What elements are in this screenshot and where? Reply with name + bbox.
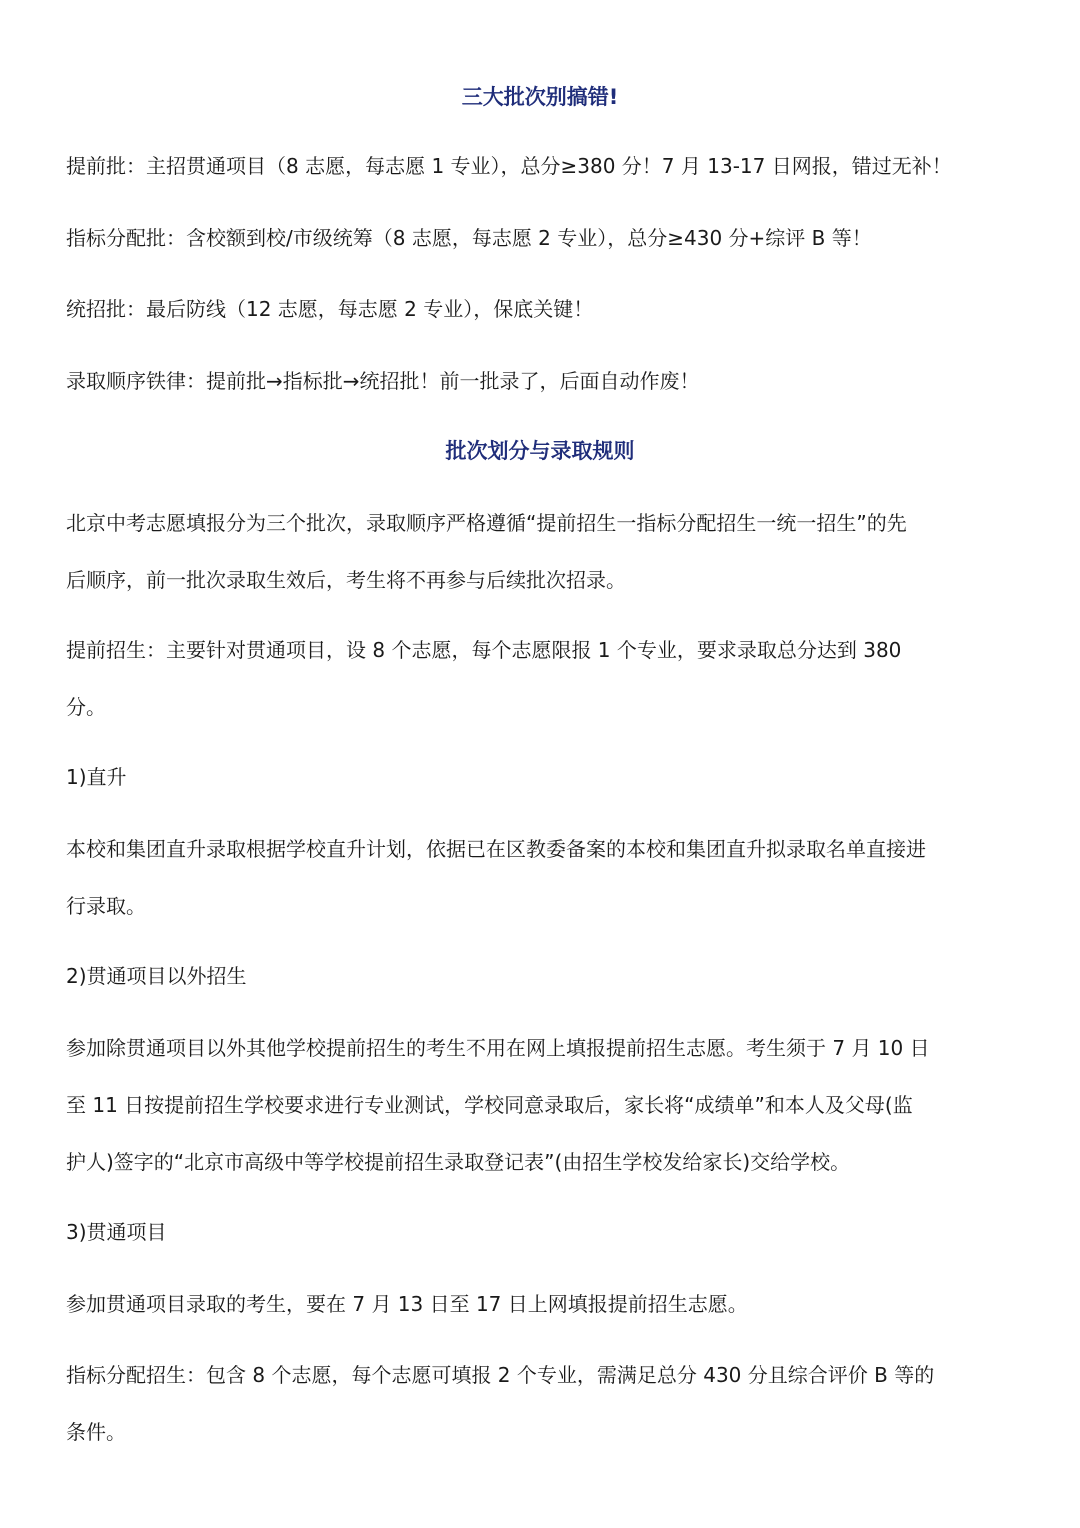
paragraph-early-batch: 提前批：主招贯通项目（8 志愿，每志愿 1 专业），总分≥380 分！7 月 13-17 日网报，错过无补！ [66, 154, 952, 178]
paragraph-intro-line-2: 后顺序，前一批次录取生效后，考生将不再参与后续批次招录。 [66, 568, 626, 592]
subheading-direct-promotion: 1)直升 [66, 765, 127, 789]
paragraph-intro-line-1: 北京中考志愿填报分为三个批次，录取顺序严格遵循“提前招生一指标分配招生一统一招生”的先 [66, 511, 907, 535]
paragraph-admission-order: 录取顺序铁律：提前批→指标批→统招批！前一批录了，后面自动作废！ [66, 369, 700, 393]
paragraph-direct-promotion-line-2: 行录取。 [66, 894, 146, 918]
paragraph-unified-batch: 统招批：最后防线（12 志愿，每志愿 2 专业），保底关键！ [66, 297, 594, 321]
subheading-non-integrated: 2)贯通项目以外招生 [66, 964, 247, 988]
subheading-integrated-project: 3)贯通项目 [66, 1220, 167, 1244]
paragraph-quota-batch: 指标分配批：含校额到校/市级统筹（8 志愿，每志愿 2 专业），总分≥430 分+综评 B 等！ [66, 226, 872, 250]
paragraph-early-admission-line-1: 提前招生：主要针对贯通项目，设 8 个志愿，每个志愿限报 1 个专业，要求录取总分达到 380 [66, 638, 902, 662]
paragraph-integrated-project: 参加贯通项目录取的考生，要在 7 月 13 日至 17 日上网填报提前招生志愿。 [66, 1292, 748, 1316]
paragraph-quota-admission-line-2: 条件。 [66, 1420, 126, 1444]
paragraph-non-integrated-line-2: 至 11 日按提前招生学校要求进行专业测试，学校同意录取后，家长将“成绩单”和本人及父母(监 [66, 1093, 913, 1117]
paragraph-non-integrated-line-3: 护人)签字的“北京市高级中等学校提前招生录取登记表”(由招生学校发给家长)交给学校。 [66, 1150, 851, 1174]
paragraph-quota-admission-line-1: 指标分配招生：包含 8 个志愿，每个志愿可填报 2 个专业，需满足总分 430 分且综合评价 B 等的 [66, 1363, 935, 1387]
section-heading-batches: 三大批次别搞错! [461, 85, 619, 109]
section-heading-rules: 批次划分与录取规则 [445, 439, 635, 463]
paragraph-non-integrated-line-1: 参加除贯通项目以外其他学校提前招生的考生不用在网上填报提前招生志愿。考生须于 7 月 10 日 [66, 1036, 930, 1060]
paragraph-direct-promotion-line-1: 本校和集团直升录取根据学校直升计划，依据已在区教委备案的本校和集团直升拟录取名单直接进 [66, 837, 926, 861]
paragraph-early-admission-line-2: 分。 [66, 695, 106, 719]
